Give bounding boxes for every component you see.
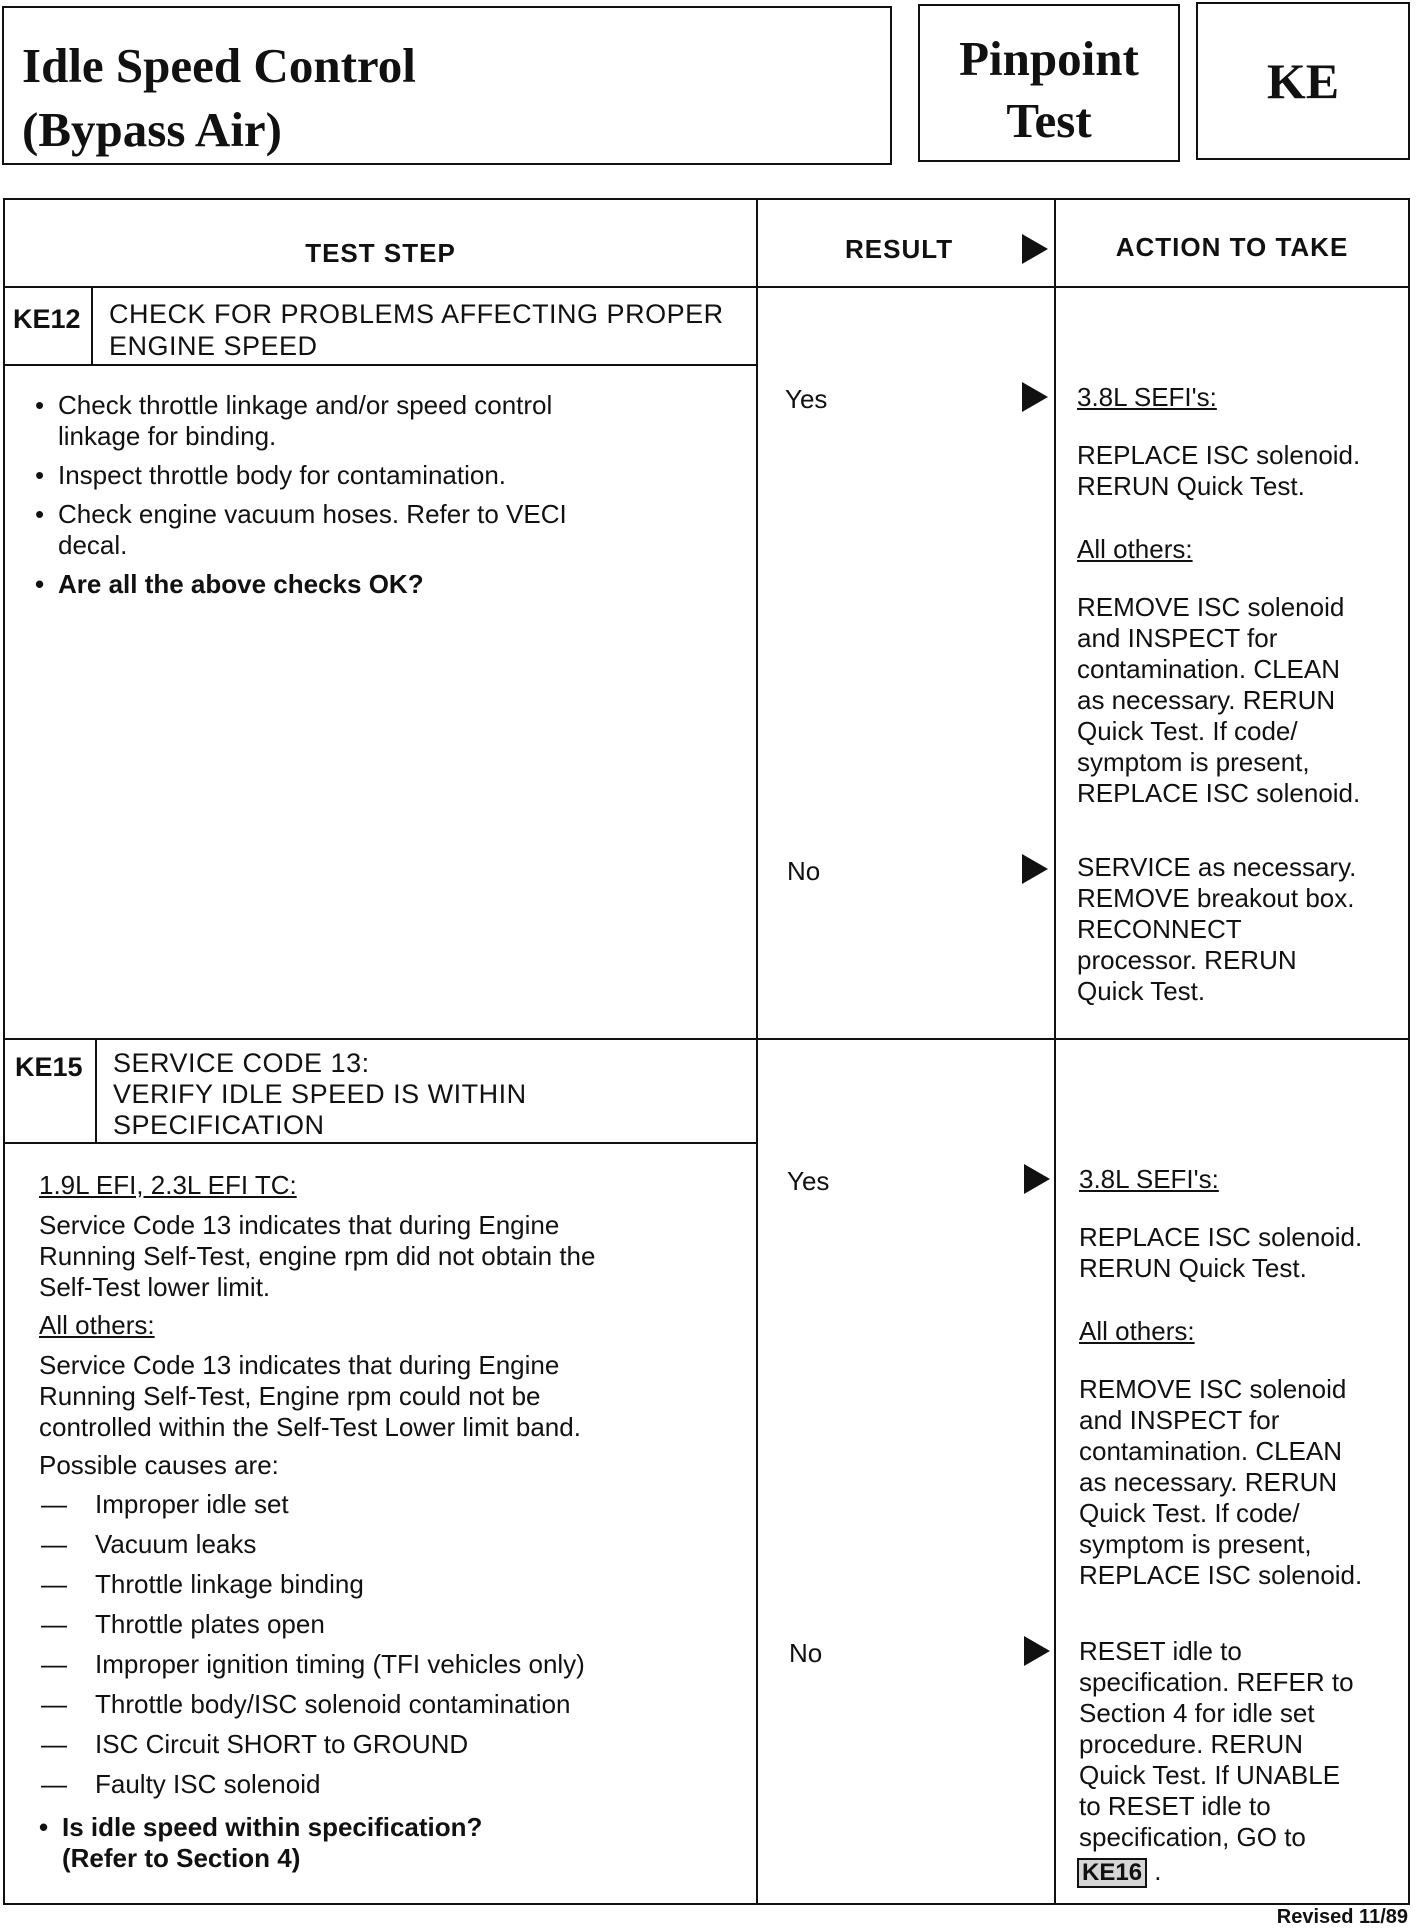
section-divider (5, 1038, 1408, 1040)
ke16-reference[interactable]: KE16 (1077, 1858, 1147, 1888)
cause-item: — Throttle plates open (39, 1604, 739, 1644)
cause-item: — ISC Circuit SHORT to GROUND (39, 1724, 739, 1764)
ke15-heading-2: All others: (39, 1310, 155, 1340)
ke12-code-divider (91, 286, 93, 364)
ke15-yes-heading-2: All others: (1079, 1316, 1195, 1346)
ke15-yes-arrow-icon (1024, 1164, 1050, 1194)
ke15-goto-end: . (1154, 1856, 1162, 1886)
col-header-result: RESULT (845, 234, 954, 264)
cause-item: — Throttle body/ISC solenoid contamination (39, 1684, 739, 1724)
ke15-yes-heading-1: 3.8L SEFI's: (1079, 1164, 1219, 1194)
col-header-action: ACTION TO TAKE (1115, 232, 1349, 262)
ke15-no-label: No (789, 1638, 823, 1668)
ke12-title-divider (5, 364, 756, 366)
ke15-no-arrow-icon (1024, 1636, 1050, 1666)
revision-note: Revised 11/89 (1276, 1906, 1408, 1928)
column-divider-result (756, 200, 758, 1905)
ke15-goto (1077, 1856, 1162, 1888)
ke15-code-divider (95, 1038, 97, 1142)
ke15-para-2: Service Code 13 indicates that during Engine Running Self-Test, Engine rpm could not be controlled within the Self-Test Lower limit band. (39, 1350, 581, 1442)
result-arrow-icon (1022, 234, 1048, 264)
ke15-yes-action-2: REMOVE ISC solenoid and INSPECT for contamination. CLEAN as necessary. RERUN Quick Test. If code/ symptom is present, REPLACE ISC solenoid. (1079, 1374, 1363, 1590)
cause-item: — Throttle linkage binding (39, 1564, 739, 1604)
pinpoint-test-label: Pinpoint Test (959, 31, 1139, 148)
ke12-yes-heading-1: 3.8L SEFI's: (1077, 382, 1217, 412)
cause-item: — Faulty ISC solenoid (39, 1764, 739, 1804)
ke15-title-divider (5, 1142, 756, 1144)
pinpoint-table (3, 198, 1410, 1905)
ke15-yes-action-1: REPLACE ISC solenoid. RERUN Quick Test. (1079, 1222, 1363, 1283)
test-code-box (1196, 2, 1410, 160)
ke15-no-action: RESET idle to specification. REFER to Section 4 for idle set procedure. RERUN Quick Test. If UNABLE to RESET idle to specification, GO to (1079, 1636, 1354, 1852)
title-box (2, 6, 892, 165)
page-title: Idle Speed Control (Bypass Air) (22, 38, 416, 157)
ke12-checklist (31, 390, 731, 608)
ke12-question: • Are all the above checks OK? (31, 569, 731, 600)
ke12-no-label: No (787, 856, 821, 886)
ke12-title: CHECK FOR PROBLEMS AFFECTING PROPER ENGINE SPEED (109, 299, 724, 361)
cause-item: — Vacuum leaks (39, 1524, 739, 1564)
ke15-yes-label: Yes (787, 1166, 830, 1196)
pinpoint-test-box (918, 4, 1180, 162)
ke15-code: KE15 (15, 1052, 83, 1082)
header-row-divider (5, 286, 1408, 288)
ke12-no-arrow-icon (1022, 854, 1048, 884)
ke12-bullet-1: • Check throttle linkage and/or speed control linkage for binding. (31, 390, 731, 452)
ke15-causes-list (39, 1484, 739, 1804)
ke15-question: • Is idle speed within specification? (Refer to Section 4) (35, 1812, 735, 1874)
cause-item: — Improper idle set (39, 1484, 739, 1524)
ke15-heading-1: 1.9L EFI, 2.3L EFI TC: (39, 1170, 297, 1200)
ke12-yes-action-2: REMOVE ISC solenoid and INSPECT for contamination. CLEAN as necessary. RERUN Quick Test. If code/ symptom is present, REPLACE ISC solenoid. (1077, 592, 1361, 808)
ke15-causes-intro: Possible causes are: (39, 1450, 279, 1480)
test-code-label: KE (1266, 53, 1340, 109)
column-divider-action (1054, 200, 1056, 1905)
ke15-para-1: Service Code 13 indicates that during Engine Running Self-Test, engine rpm did not obtain the Self-Test lower limit. (39, 1210, 596, 1302)
ke15-title: SERVICE CODE 13: VERIFY IDLE SPEED IS WITHIN SPECIFICATION (113, 1048, 527, 1140)
ke12-bullet-2: • Inspect throttle body for contamination. (31, 460, 731, 491)
ke12-yes-heading-2: All others: (1077, 534, 1193, 564)
ke12-code: KE12 (13, 304, 81, 334)
ke15-question-list (35, 1812, 735, 1882)
ke12-no-action: SERVICE as necessary. REMOVE breakout box. RECONNECT processor. RERUN Quick Test. (1077, 852, 1357, 1006)
col-header-test-step: TEST STEP (305, 238, 456, 268)
cause-item: — Improper ignition timing (TFI vehicles only) (39, 1644, 739, 1684)
ke12-bullet-3: • Check engine vacuum hoses. Refer to VECI decal. (31, 499, 731, 561)
ke12-yes-label: Yes (785, 384, 828, 414)
ke12-yes-action-1: REPLACE ISC solenoid. RERUN Quick Test. (1077, 440, 1361, 501)
ke12-yes-arrow-icon (1022, 382, 1048, 412)
